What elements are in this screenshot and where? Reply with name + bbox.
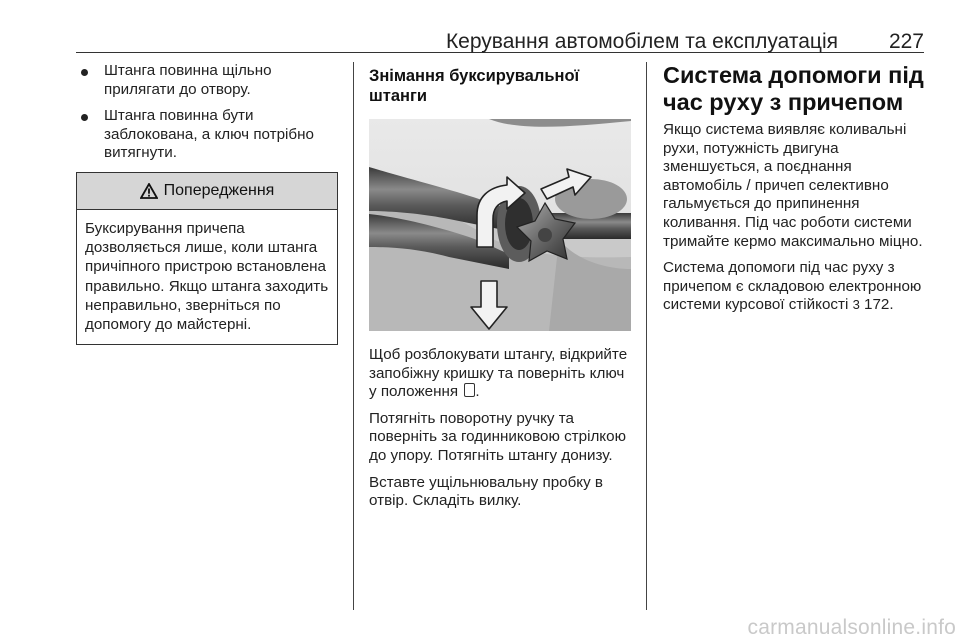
page-number: 227 xyxy=(888,30,924,53)
warning-header xyxy=(77,173,337,210)
column-1 xyxy=(76,62,338,345)
page-header xyxy=(76,18,924,53)
paragraph-text-end: . xyxy=(475,383,480,401)
list-item xyxy=(76,62,338,99)
paragraph-text: Щоб розблокувати штангу, відкрийте запобіжну кришку та поверніть ключ у положення xyxy=(369,346,628,401)
warning-text: Буксирування причепа дозволяється лише, коли штанга причіпного пристрою встановлена правильно. Якщо штанга заходить неправильно, зверніться по допомогу до майстерні. xyxy=(85,219,329,333)
body-paragraph xyxy=(663,259,927,315)
section-title: Знімання буксирувальної штанги xyxy=(369,67,580,105)
column-divider xyxy=(646,62,647,610)
paragraph-text: Система допомоги під час руху з причепом є складовою електронною системи курсової стійкості xyxy=(663,259,922,314)
column-divider xyxy=(353,62,354,610)
bullet-icon xyxy=(81,69,88,76)
bullet-text: Штанга повинна бути заблокована, а ключ потрібно витягнути. xyxy=(104,107,314,162)
bullet-text: Штанга повинна щільно прилягати до отвору. xyxy=(104,62,272,98)
warning-triangle-icon xyxy=(140,183,158,199)
page-reference-link[interactable]: 172. xyxy=(864,296,894,314)
instruction-paragraph: Потягніть поворотну ручку та поверніть за годинниковою стрілкою до упору. Потягніть штангу донизу. xyxy=(369,409,626,464)
tow-bar-illustration xyxy=(369,119,631,331)
section-title: Система допомоги під час руху з причепом xyxy=(663,62,924,115)
instruction-paragraph xyxy=(369,346,632,402)
key-position-icon xyxy=(464,383,475,397)
reference-arrow-icon: 3 xyxy=(852,297,860,313)
list-item xyxy=(76,107,338,163)
warning-title: Попередження xyxy=(163,181,275,199)
header-title: Керування автомобілем та експлуатація xyxy=(445,30,838,53)
bullet-list xyxy=(76,62,338,163)
column-2 xyxy=(369,62,632,519)
instruction-paragraph: Вставте ущільнювальну пробку в отвір. Складіть вилку. xyxy=(369,473,603,510)
body-paragraph: Якщо система виявляє коливальні рухи, потужність двигуна зменшується, а поєднання автомобіль / причеп селективно гальмується до припинення коливання. Під час роботи системи тримайте кермо максимально міцно. xyxy=(663,121,923,250)
warning-box xyxy=(76,172,338,345)
column-3 xyxy=(663,62,927,323)
watermark: carmanualsonline.info xyxy=(747,616,956,639)
bullet-icon xyxy=(81,114,88,121)
